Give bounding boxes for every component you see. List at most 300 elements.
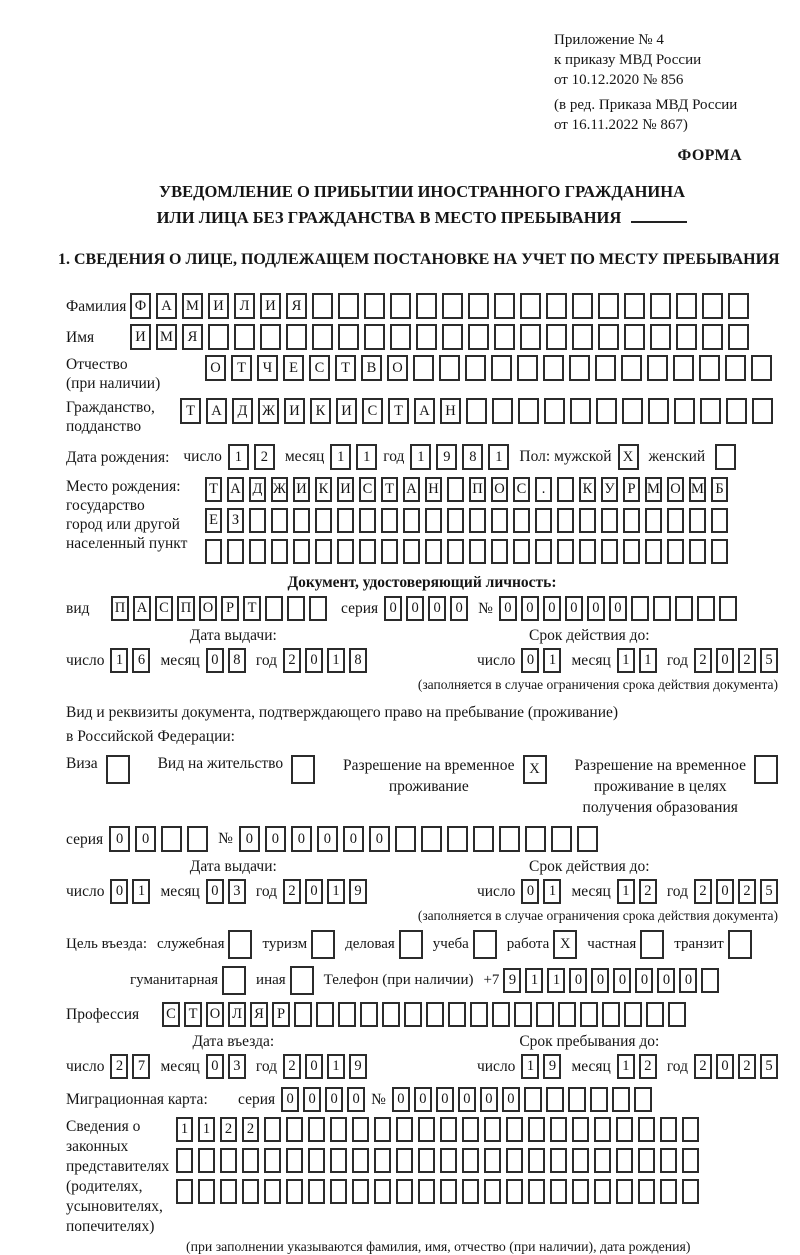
form-cell[interactable] [728,324,749,350]
form-cell[interactable] [499,826,520,852]
form-cell[interactable]: 0 [305,879,323,904]
form-cell[interactable] [543,355,564,381]
form-cell[interactable] [572,1179,589,1204]
form-cell[interactable] [546,324,567,350]
form-cell[interactable] [536,1002,554,1027]
form-cell[interactable] [660,1179,677,1204]
form-cell[interactable]: 0 [265,826,286,852]
form-cell[interactable]: 2 [738,648,756,673]
form-cell[interactable] [715,444,736,470]
form-cell[interactable]: И [337,477,354,502]
form-cell[interactable]: 1 [356,444,377,470]
form-cell[interactable] [465,355,486,381]
form-cell[interactable]: 0 [716,879,734,904]
form-cell[interactable]: И [284,398,305,424]
form-cell[interactable] [439,355,460,381]
form-cell[interactable] [308,1179,325,1204]
form-cell[interactable]: 9 [349,879,367,904]
form-cell[interactable] [596,398,617,424]
form-cell[interactable] [550,1148,567,1173]
form-cell[interactable] [395,826,416,852]
form-cell[interactable] [287,596,305,621]
form-cell[interactable]: 3 [228,1054,246,1079]
form-cell[interactable] [491,508,508,533]
form-cell[interactable] [447,508,464,533]
form-cell[interactable] [311,930,335,959]
form-cell[interactable] [399,930,423,959]
form-cell[interactable] [390,324,411,350]
form-cell[interactable]: Б [711,477,728,502]
form-cell[interactable] [352,1179,369,1204]
form-cell[interactable] [264,1179,281,1204]
form-cell[interactable]: Т [388,398,409,424]
form-cell[interactable]: 5 [760,648,778,673]
form-cell[interactable] [689,508,706,533]
form-cell[interactable] [396,1148,413,1173]
form-cell[interactable] [396,1179,413,1204]
form-cell[interactable] [205,539,222,564]
form-cell[interactable] [689,539,706,564]
form-cell[interactable]: 1 [327,648,345,673]
form-cell[interactable] [312,293,333,319]
form-cell[interactable] [484,1179,501,1204]
form-cell[interactable] [198,1148,215,1173]
form-cell[interactable] [550,1179,567,1204]
form-cell[interactable] [470,1002,488,1027]
form-cell[interactable]: 0 [458,1087,476,1112]
form-cell[interactable] [653,596,671,621]
form-cell[interactable]: С [155,596,173,621]
form-cell[interactable] [595,355,616,381]
form-cell[interactable] [601,508,618,533]
form-cell[interactable] [264,1117,281,1142]
form-cell[interactable] [462,1148,479,1173]
form-cell[interactable]: 9 [349,1054,367,1079]
form-cell[interactable]: 0 [305,1054,323,1079]
form-cell[interactable]: 0 [369,826,390,852]
form-cell[interactable] [590,1087,608,1112]
form-cell[interactable]: 1 [547,968,565,993]
form-cell[interactable] [726,398,747,424]
form-cell[interactable]: М [156,324,177,350]
form-cell[interactable]: 1 [410,444,431,470]
form-cell[interactable]: 0 [591,968,609,993]
form-cell[interactable]: 0 [587,596,605,621]
form-cell[interactable] [271,508,288,533]
form-cell[interactable]: М [182,293,203,319]
form-cell[interactable] [660,1148,677,1173]
form-cell[interactable]: 3 [228,879,246,904]
form-cell[interactable] [364,293,385,319]
form-cell[interactable]: Т [180,398,201,424]
form-cell[interactable]: М [645,477,662,502]
form-cell[interactable] [506,1148,523,1173]
form-cell[interactable] [264,1148,281,1173]
form-cell[interactable]: С [362,398,383,424]
form-cell[interactable]: 1 [330,444,351,470]
form-cell[interactable] [337,508,354,533]
form-cell[interactable] [494,324,515,350]
form-cell[interactable]: 2 [738,879,756,904]
form-cell[interactable] [440,1148,457,1173]
form-cell[interactable]: Ф [130,293,151,319]
form-cell[interactable] [291,755,315,784]
form-cell[interactable]: 2 [283,1054,301,1079]
form-cell[interactable]: М [689,477,706,502]
form-cell[interactable] [602,1002,620,1027]
form-cell[interactable]: 2 [110,1054,128,1079]
form-cell[interactable] [594,1179,611,1204]
form-cell[interactable]: 0 [325,1087,343,1112]
form-cell[interactable] [622,398,643,424]
form-cell[interactable]: 0 [450,596,468,621]
form-cell[interactable] [404,1002,422,1027]
form-cell[interactable] [518,398,539,424]
form-cell[interactable] [645,539,662,564]
form-cell[interactable]: 2 [639,879,657,904]
form-cell[interactable]: 0 [206,1054,224,1079]
form-cell[interactable] [594,1117,611,1142]
form-cell[interactable] [396,1117,413,1142]
form-cell[interactable] [646,1002,664,1027]
form-cell[interactable]: 0 [565,596,583,621]
form-cell[interactable] [176,1148,193,1173]
form-cell[interactable] [208,324,229,350]
form-cell[interactable]: А [133,596,151,621]
form-cell[interactable] [222,966,246,995]
form-cell[interactable]: 0 [303,1087,321,1112]
form-cell[interactable] [286,1117,303,1142]
form-cell[interactable] [403,508,420,533]
form-cell[interactable] [293,508,310,533]
form-cell[interactable] [598,324,619,350]
form-cell[interactable] [360,1002,378,1027]
form-cell[interactable]: Т [335,355,356,381]
form-cell[interactable] [473,826,494,852]
form-cell[interactable] [491,355,512,381]
form-cell[interactable] [106,755,130,784]
form-cell[interactable]: 1 [132,879,150,904]
form-cell[interactable]: 2 [283,879,301,904]
form-cell[interactable]: У [601,477,618,502]
form-cell[interactable] [594,1148,611,1173]
form-cell[interactable] [468,293,489,319]
form-cell[interactable] [468,324,489,350]
form-cell[interactable]: 0 [384,596,402,621]
form-cell[interactable]: 1 [521,1054,539,1079]
form-cell[interactable] [647,355,668,381]
form-cell[interactable] [667,508,684,533]
form-cell[interactable] [572,324,593,350]
form-cell[interactable] [535,508,552,533]
form-cell[interactable]: Ж [258,398,279,424]
form-cell[interactable]: К [579,477,596,502]
form-cell[interactable] [187,826,208,852]
form-cell[interactable] [374,1179,391,1204]
form-cell[interactable] [616,1179,633,1204]
form-cell[interactable]: Л [228,1002,246,1027]
form-cell[interactable] [623,539,640,564]
form-cell[interactable] [442,324,463,350]
form-cell[interactable]: П [469,477,486,502]
form-cell[interactable]: 1 [639,648,657,673]
form-cell[interactable]: 0 [635,968,653,993]
form-cell[interactable] [676,324,697,350]
form-cell[interactable] [338,1002,356,1027]
form-cell[interactable] [390,293,411,319]
form-cell[interactable] [711,539,728,564]
form-cell[interactable] [701,968,719,993]
form-cell[interactable] [469,539,486,564]
form-cell[interactable]: 0 [347,1087,365,1112]
form-cell[interactable]: 0 [239,826,260,852]
form-cell[interactable]: Т [381,477,398,502]
form-cell[interactable]: 0 [281,1087,299,1112]
form-cell[interactable] [315,508,332,533]
form-cell[interactable] [572,293,593,319]
form-cell[interactable] [382,1002,400,1027]
form-cell[interactable] [557,477,574,502]
form-cell[interactable] [528,1117,545,1142]
form-cell[interactable] [550,1117,567,1142]
form-cell[interactable]: 1 [327,879,345,904]
form-cell[interactable]: 1 [198,1117,215,1142]
form-cell[interactable] [520,324,541,350]
form-cell[interactable]: 9 [543,1054,561,1079]
form-cell[interactable]: Д [249,477,266,502]
form-cell[interactable]: 0 [679,968,697,993]
form-cell[interactable] [418,1148,435,1173]
form-cell[interactable] [621,355,642,381]
form-cell[interactable]: 0 [521,648,539,673]
form-cell[interactable] [638,1179,655,1204]
form-cell[interactable] [466,398,487,424]
form-cell[interactable] [469,508,486,533]
form-cell[interactable] [492,398,513,424]
form-cell[interactable] [572,1117,589,1142]
form-cell[interactable]: 0 [613,968,631,993]
form-cell[interactable]: 0 [521,879,539,904]
form-cell[interactable]: 1 [110,648,128,673]
form-cell[interactable] [638,1148,655,1173]
form-cell[interactable] [513,508,530,533]
form-cell[interactable]: 1 [228,444,249,470]
form-cell[interactable]: 5 [760,1054,778,1079]
form-cell[interactable] [682,1117,699,1142]
form-cell[interactable] [506,1117,523,1142]
form-cell[interactable] [242,1148,259,1173]
form-cell[interactable]: 6 [132,648,150,673]
form-cell[interactable] [558,1002,576,1027]
form-cell[interactable]: 0 [502,1087,520,1112]
form-cell[interactable]: 0 [436,1087,454,1112]
form-cell[interactable] [294,1002,312,1027]
form-cell[interactable]: О [387,355,408,381]
form-cell[interactable]: 1 [617,648,635,673]
form-cell[interactable] [413,355,434,381]
form-cell[interactable]: О [491,477,508,502]
form-cell[interactable]: Т [243,596,261,621]
form-cell[interactable] [473,930,497,959]
form-cell[interactable]: 0 [110,879,128,904]
form-cell[interactable] [645,508,662,533]
form-cell[interactable] [286,1179,303,1204]
form-cell[interactable]: Р [272,1002,290,1027]
form-cell[interactable]: А [414,398,435,424]
form-cell[interactable] [425,539,442,564]
form-cell[interactable] [421,826,442,852]
form-number-blank[interactable] [631,221,687,223]
form-cell[interactable]: Д [232,398,253,424]
form-cell[interactable] [330,1148,347,1173]
form-cell[interactable] [315,539,332,564]
form-cell[interactable] [416,293,437,319]
form-cell[interactable]: Т [231,355,252,381]
form-cell[interactable]: О [206,1002,224,1027]
form-cell[interactable]: Я [250,1002,268,1027]
form-cell[interactable]: 8 [349,648,367,673]
form-cell[interactable] [728,930,752,959]
form-cell[interactable] [579,539,596,564]
form-cell[interactable]: 0 [135,826,156,852]
form-cell[interactable] [520,293,541,319]
form-cell[interactable] [517,355,538,381]
form-cell[interactable]: 0 [480,1087,498,1112]
form-cell[interactable] [728,293,749,319]
form-cell[interactable] [624,293,645,319]
form-cell[interactable] [381,539,398,564]
form-cell[interactable] [228,930,252,959]
form-cell[interactable] [440,1117,457,1142]
form-cell[interactable] [312,324,333,350]
form-cell[interactable]: К [310,398,331,424]
form-cell[interactable] [528,1148,545,1173]
form-cell[interactable] [546,293,567,319]
form-cell[interactable] [525,826,546,852]
form-cell[interactable] [697,596,715,621]
form-cell[interactable] [719,596,737,621]
form-cell[interactable]: 1 [327,1054,345,1079]
form-cell[interactable]: 0 [569,968,587,993]
form-cell[interactable]: 0 [521,596,539,621]
form-cell[interactable] [242,1179,259,1204]
form-cell[interactable]: 2 [220,1117,237,1142]
form-cell[interactable]: 0 [414,1087,432,1112]
form-cell[interactable] [290,966,314,995]
form-cell[interactable] [260,324,281,350]
form-cell[interactable] [426,1002,444,1027]
form-cell[interactable]: 0 [406,596,424,621]
form-cell[interactable]: 1 [543,879,561,904]
form-cell[interactable] [176,1179,193,1204]
form-cell[interactable]: 1 [543,648,561,673]
form-cell[interactable] [699,355,720,381]
form-cell[interactable] [514,1002,532,1027]
form-cell[interactable] [624,1002,642,1027]
form-cell[interactable] [700,398,721,424]
form-cell[interactable]: С [309,355,330,381]
form-cell[interactable]: К [315,477,332,502]
form-cell[interactable]: И [293,477,310,502]
form-cell[interactable]: Н [425,477,442,502]
form-cell[interactable] [572,1148,589,1173]
form-cell[interactable]: 0 [716,648,734,673]
form-cell[interactable] [359,539,376,564]
form-cell[interactable] [616,1148,633,1173]
form-cell[interactable]: И [260,293,281,319]
form-cell[interactable] [293,539,310,564]
form-cell[interactable] [673,355,694,381]
form-cell[interactable] [425,508,442,533]
form-cell[interactable] [492,1002,510,1027]
form-cell[interactable]: А [156,293,177,319]
form-cell[interactable] [447,539,464,564]
form-cell[interactable]: А [403,477,420,502]
form-cell[interactable] [751,355,772,381]
form-cell[interactable] [535,539,552,564]
form-cell[interactable] [359,508,376,533]
form-cell[interactable] [524,1087,542,1112]
form-cell[interactable] [418,1117,435,1142]
form-cell[interactable] [448,1002,466,1027]
form-cell[interactable]: З [227,508,244,533]
form-cell[interactable]: X [553,930,577,959]
form-cell[interactable] [286,324,307,350]
form-cell[interactable] [330,1117,347,1142]
form-cell[interactable]: Е [283,355,304,381]
form-cell[interactable] [528,1179,545,1204]
form-cell[interactable] [484,1117,501,1142]
form-cell[interactable]: 0 [543,596,561,621]
form-cell[interactable] [442,293,463,319]
form-cell[interactable] [364,324,385,350]
form-cell[interactable]: 0 [657,968,675,993]
form-cell[interactable] [249,539,266,564]
form-cell[interactable] [668,1002,686,1027]
form-cell[interactable] [337,539,354,564]
form-cell[interactable]: 0 [392,1087,410,1112]
form-cell[interactable] [631,596,649,621]
form-cell[interactable]: П [177,596,195,621]
form-cell[interactable]: 9 [503,968,521,993]
form-cell[interactable]: 0 [343,826,364,852]
form-cell[interactable] [580,1002,598,1027]
form-cell[interactable] [491,539,508,564]
form-cell[interactable] [702,324,723,350]
form-cell[interactable] [612,1087,630,1112]
form-cell[interactable] [309,596,327,621]
form-cell[interactable] [161,826,182,852]
form-cell[interactable]: Ж [271,477,288,502]
form-cell[interactable] [650,324,671,350]
form-cell[interactable]: 9 [436,444,457,470]
form-cell[interactable]: А [206,398,227,424]
form-cell[interactable] [234,324,255,350]
form-cell[interactable] [316,1002,334,1027]
form-cell[interactable] [557,539,574,564]
form-cell[interactable]: И [336,398,357,424]
form-cell[interactable]: Л [234,293,255,319]
form-cell[interactable] [598,293,619,319]
form-cell[interactable] [557,508,574,533]
form-cell[interactable]: 2 [738,1054,756,1079]
form-cell[interactable] [579,508,596,533]
form-cell[interactable] [374,1117,391,1142]
form-cell[interactable]: Н [440,398,461,424]
form-cell[interactable]: 2 [694,1054,712,1079]
form-cell[interactable] [725,355,746,381]
form-cell[interactable]: В [361,355,382,381]
